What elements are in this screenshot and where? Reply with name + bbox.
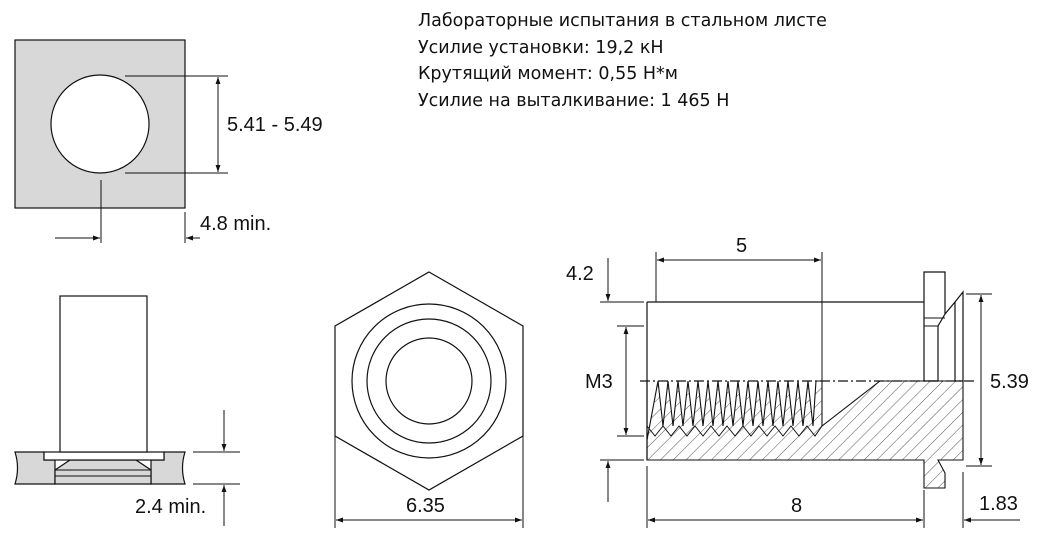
- torque-text: Крутящий момент: 0,55 Н*м: [418, 64, 679, 84]
- install-force-text: Усилие установки: 19,2 кН: [418, 37, 664, 58]
- sheet-thickness-label: 2.4 min.: [135, 496, 207, 518]
- head-offset-label: 4.2: [566, 263, 594, 285]
- section-view: [566, 235, 1029, 528]
- installed-side-view: [15, 296, 240, 526]
- standoff-flange: [44, 452, 164, 460]
- panel-hole-view: [15, 40, 323, 243]
- standoff-body: [60, 296, 147, 452]
- hex-top-view: [335, 272, 523, 528]
- displaced-material: [55, 460, 151, 484]
- thread-depth-label: 5: [736, 235, 748, 257]
- head-height-label: 1.83: [979, 493, 1018, 515]
- length-label: 8: [791, 495, 803, 517]
- body-diameter-label: 5.39: [990, 371, 1029, 393]
- hex-bore: [386, 338, 472, 424]
- hole-diameter-label: 5.41 - 5.49: [227, 114, 323, 136]
- pushout-force-text: Усилие на выталкивание: 1 465 Н: [418, 90, 730, 111]
- section-hatch-area: [647, 381, 963, 488]
- head-groove-upper: [945, 292, 963, 381]
- mounting-hole: [51, 75, 149, 173]
- thread-size-label: M3: [585, 371, 613, 393]
- specs-title: Лабораторные испытания в стальном листе: [418, 11, 827, 31]
- edge-distance-label: 4.8 min.: [200, 213, 272, 235]
- across-flats-label: 6.35: [406, 495, 445, 517]
